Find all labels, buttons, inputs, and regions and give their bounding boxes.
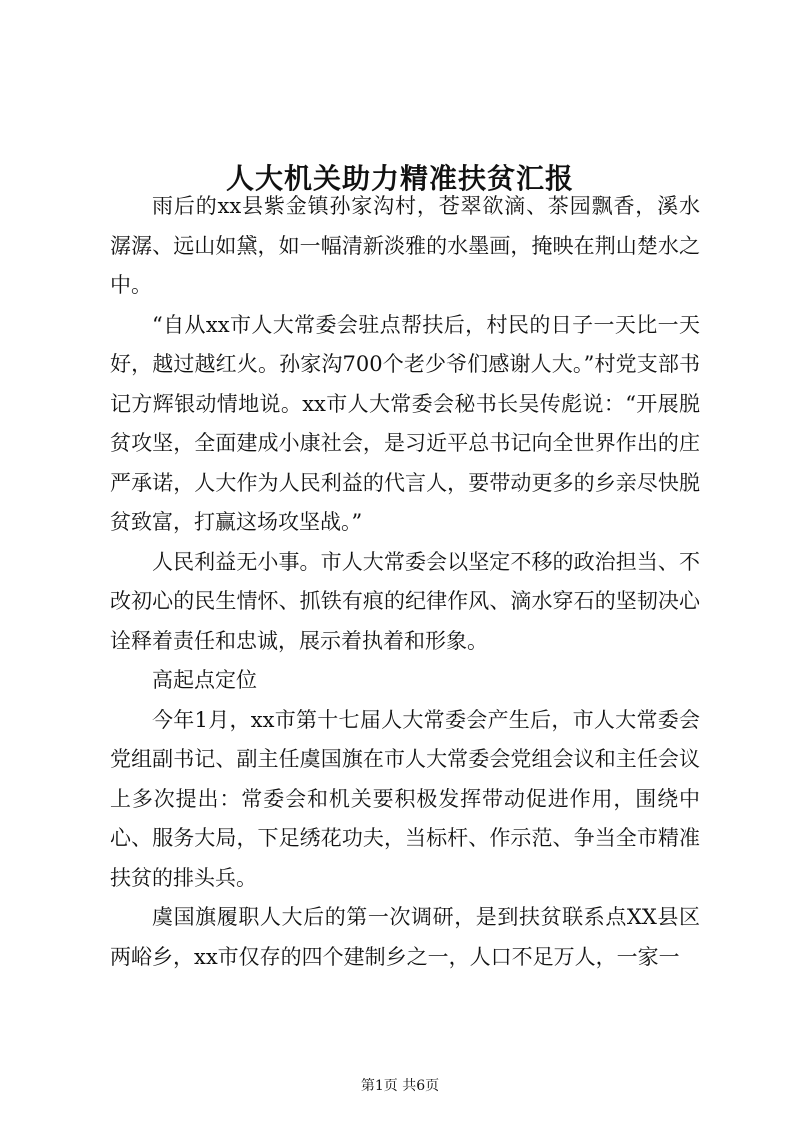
document-title: 人大机关助力精准扶贫汇报 — [225, 161, 574, 195]
section-heading: 高起点定位 — [152, 668, 257, 692]
paragraph-people-interest: 人民利益无小事。市人大常委会以坚定不移的政治担当、不改初心的民生情怀、抓铁有痕的纪律作风、滴水穿石的坚韧决心诠释着责任和忠诚，展示着执着和形象。 — [110, 549, 700, 653]
paragraph-quote: “自从xx市人大常委会驻点帮扶后，村民的日子一天比一天好，越过越红火。孙家沟700个老少爷们感谢人大。”村党支部书记方辉银动情地说。xx市人大常委会秘书长吴传彪说：“开展脱贫攻坚，全面建成小康社会，是习近平总书记向全世界作出的庄严承诺，人大作为人民利益的代言人，要带动更多的乡亲尽快脱贫致富，打赢这场攻坚战。” — [110, 312, 700, 534]
paragraph-intro: 雨后的xx县紫金镇孙家沟村，苍翠欲滴、茶园飘香，溪水潺潺、远山如黛，如一幅清新淡雅的水墨画，掩映在荆山楚水之中。 — [110, 194, 700, 297]
paragraph-january: 今年1月，xx市第十七届人大常委会产生后，市人大常委会党组副书记、副主任虞国旗在市人大常委会党组会议和主任会议上多次提出：常委会和机关要积极发挥带动促进作用，围绕中心、服务大局，下足绣花功夫，当标杆、作示范、争当全市精准扶贫的排头兵。 — [110, 707, 700, 890]
page-footer: 第1页 共6页 — [360, 1078, 440, 1094]
document-body — [110, 187, 700, 977]
paragraph-first-survey: 虞国旗履职人大后的第一次调研，是到扶贫联系点XX县区两峪乡，xx市仅存的四个建制乡之一，人口不足万人，一家一 — [110, 905, 700, 969]
